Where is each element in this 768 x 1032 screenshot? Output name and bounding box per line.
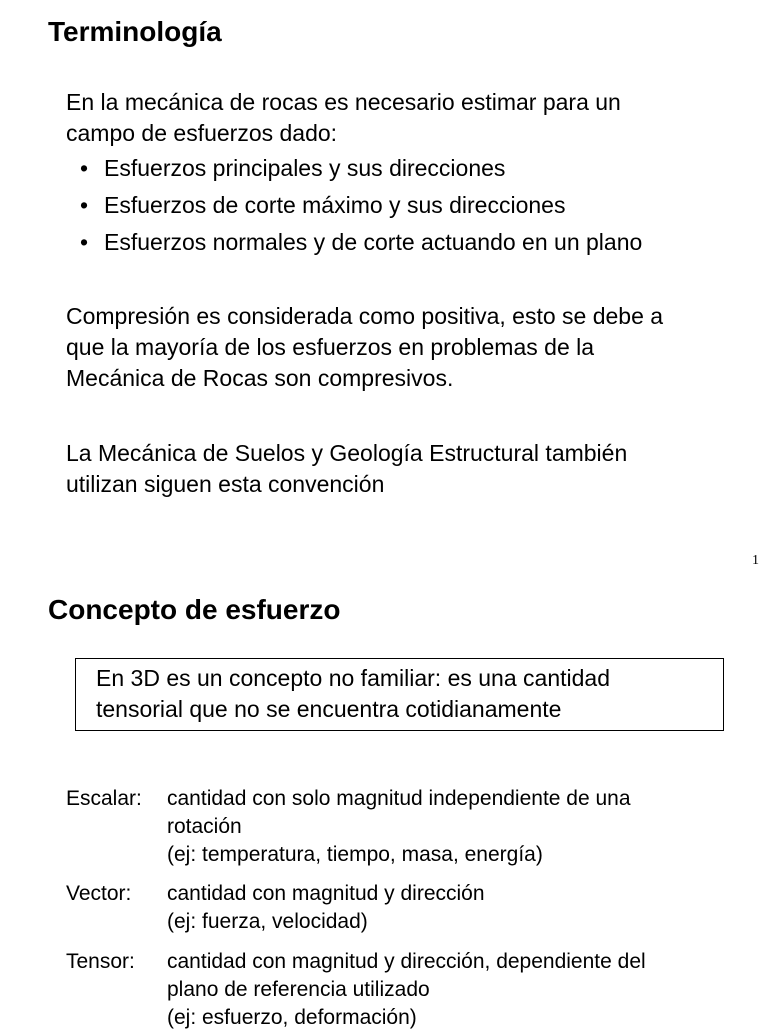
intro-line: En la mecánica de rocas es necesario estimar para un [66,89,621,115]
list-item [80,187,642,224]
callout-line: tensorial que no se encuentra cotidianamente [96,696,562,722]
paragraph-line: Compresión es considerada como positiva, esto se debe a [66,303,664,329]
bullet-text: Esfuerzos normales y de corte actuando en un plano [104,229,643,255]
callout-text [96,663,610,725]
list-item [80,224,642,261]
bullet-icon: • [80,155,89,181]
paragraph-line: Mecánica de Rocas son compresivos. [66,365,454,391]
slide1-intro [66,87,621,149]
definition-term-vector: Vector: [66,882,132,905]
paragraph-line: La Mecánica de Suelos y Geología Estructural también [66,440,628,466]
slide2-title: Concepto de esfuerzo [48,594,341,625]
definition-term-scalar: Escalar: [66,787,142,810]
definition-term-tensor: Tensor: [66,950,135,973]
slide1-title: Terminología [48,16,222,47]
list-item [80,150,642,187]
definition-text-scalar [167,785,631,869]
definition-line: cantidad con solo magnitud independiente de una [167,787,631,810]
page-number: 1 [752,553,759,568]
definition-line: cantidad con magnitud y dirección [167,882,485,905]
intro-line: campo de esfuerzos dado: [66,120,338,146]
callout-line: En 3D es un concepto no familiar: es una cantidad [96,665,610,691]
definition-line: (ej: temperatura, tiempo, masa, energía) [167,843,543,866]
definition-text-tensor [167,948,646,1032]
slide1-paragraph-compression [66,301,663,394]
bullet-text: Esfuerzos principales y sus direcciones [104,155,506,181]
definition-line: (ej: fuerza, velocidad) [167,910,368,933]
definition-line: (ej: esfuerzo, deformación) [167,1006,417,1029]
bullet-icon: • [80,229,89,255]
slide1-bullet-list [80,150,642,261]
bullet-text: Esfuerzos de corte máximo y sus direcciones [104,192,566,218]
bullet-icon: • [80,192,89,218]
definition-line: cantidad con magnitud y dirección, dependiente del [167,950,646,973]
callout-box [75,658,724,731]
slide1-paragraph-convention [66,438,627,500]
definition-line: plano de referencia utilizado [167,978,430,1001]
paragraph-line: utilizan siguen esta convención [66,471,385,497]
paragraph-line: que la mayoría de los esfuerzos en problemas de la [66,334,595,360]
definition-text-vector [167,880,485,936]
definition-line: rotación [167,815,242,838]
